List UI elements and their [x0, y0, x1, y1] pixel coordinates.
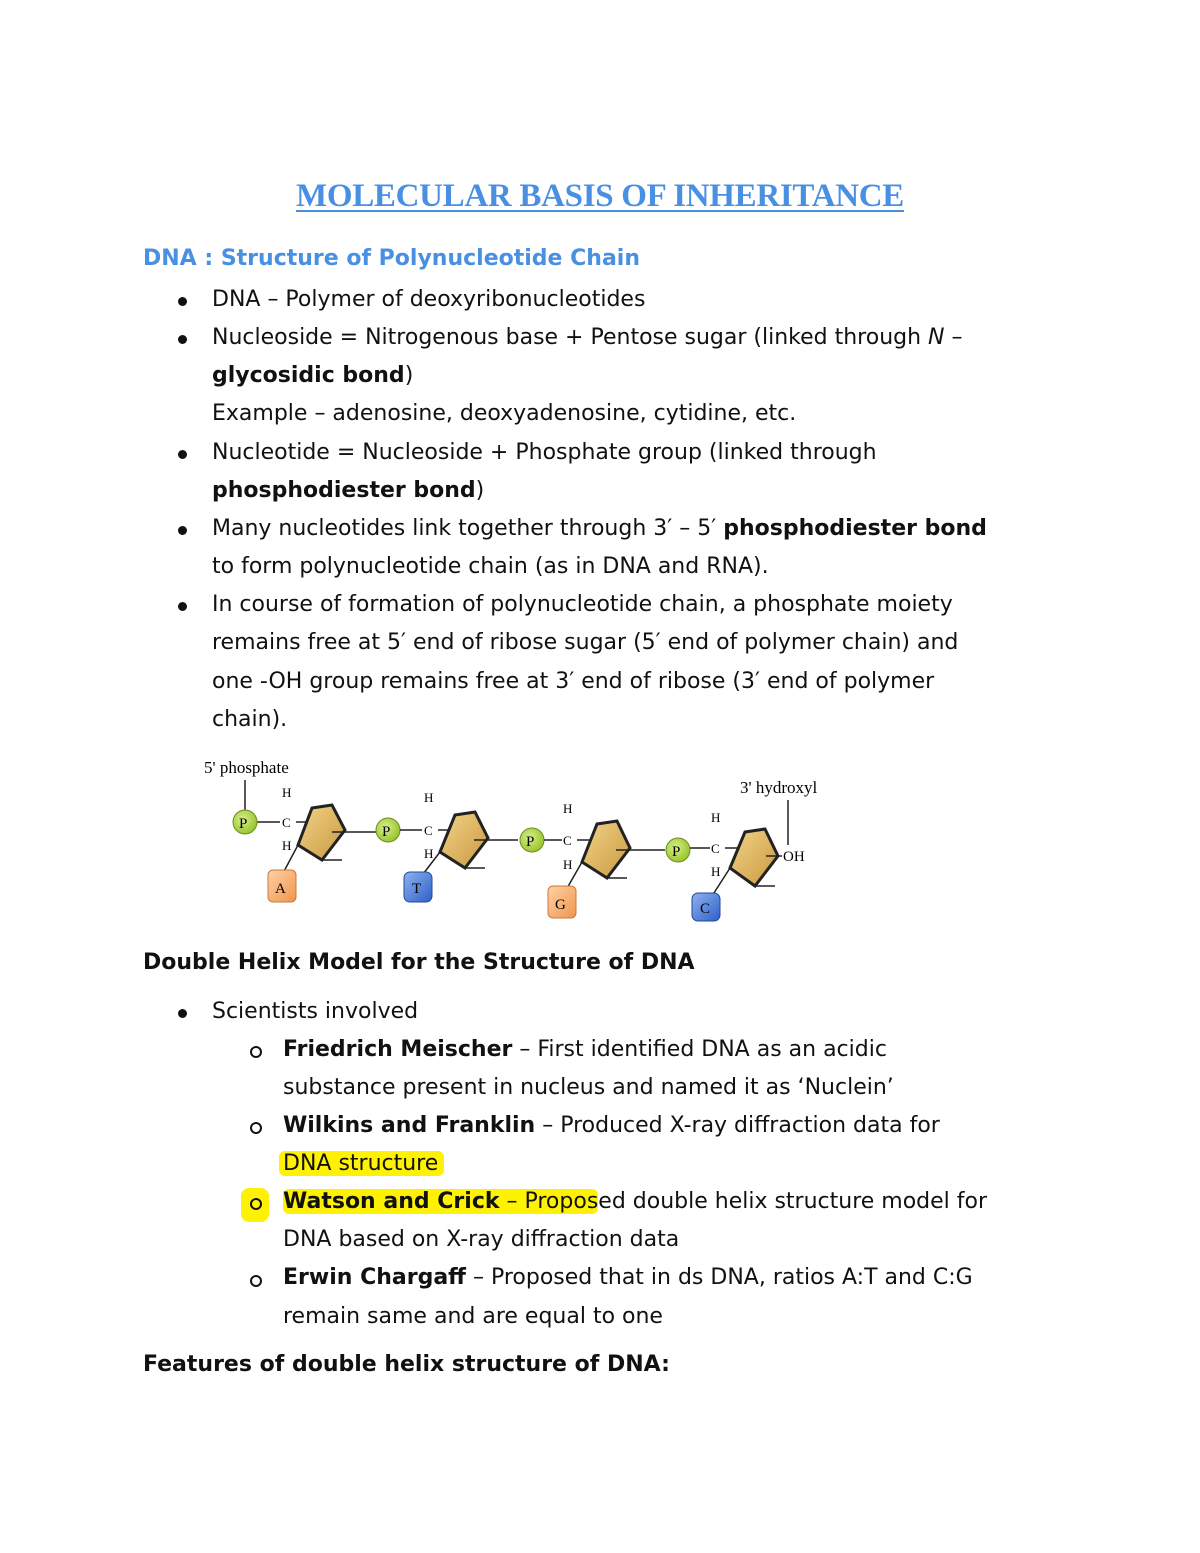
scientist-wilkins-franklin-cont	[283, 1150, 444, 1178]
hydrogen-label: H	[424, 846, 434, 861]
bullet-dna-polymer: DNA – Polymer of deoxyribonucleotides	[212, 287, 646, 312]
scientist-meischer: Friedrich Meischer – First identified DNA as an acidic	[283, 1037, 887, 1062]
scientist-watson-crick-cont: DNA based on X-ray diffraction data	[283, 1227, 680, 1252]
sub-bullet-ring	[250, 1198, 262, 1210]
hydrogen-label: H	[424, 790, 434, 805]
carbon-label: C	[424, 823, 433, 838]
bullet-dot	[178, 1009, 187, 1018]
scientist-meischer-cont: substance present in nucleus and named it as ‘Nuclein’	[283, 1075, 894, 1100]
bullet-nucleotide-cont: phosphodiester bond)	[212, 478, 485, 503]
base-label: C	[700, 901, 711, 917]
bullet-scientists: Scientists involved	[212, 999, 419, 1024]
scientist-watson-crick: Watson and Crick – Proposed double helix structure model for	[283, 1189, 988, 1214]
nucleotide-unit-1	[233, 785, 378, 902]
sub-bullet-ring	[250, 1046, 262, 1058]
bullet-formation-l4: chain).	[212, 707, 288, 732]
phosphate-label: P	[672, 844, 681, 860]
scientist-wilkins-franklin: Wilkins and Franklin – Produced X-ray diffraction data for	[283, 1113, 940, 1138]
section-heading-double-helix: Double Helix Model for the Structure of DNA	[143, 950, 695, 975]
sub-bullet-ring	[250, 1122, 262, 1134]
section-heading-features: Features of double helix structure of DNA:	[143, 1352, 670, 1377]
hydrogen-label: H	[563, 801, 573, 816]
bullet-nucleotide: Nucleotide = Nucleoside + Phosphate group (linked through	[212, 440, 877, 465]
sub-bullet-ring	[250, 1275, 262, 1287]
nucleotide-unit-4	[666, 810, 805, 921]
label-3-hydroxyl: 3' hydroxyl	[740, 778, 818, 797]
bullet-nucleoside-cont: glycosidic bond)	[212, 363, 414, 388]
carbon-label: C	[563, 833, 572, 848]
phosphate-label: P	[526, 834, 535, 850]
base-label: A	[275, 881, 286, 897]
phosphate-label: P	[239, 816, 248, 832]
scientist-chargaff: Erwin Chargaff – Proposed that in ds DNA, ratios A:T and C:G	[283, 1265, 973, 1290]
bullet-formation-l3: one -OH group remains free at 3′ end of ribose (3′ end of polymer	[212, 669, 935, 694]
bullet-formation-l2: remains free at 5′ end of ribose sugar (5′ end of polymer chain) and	[212, 630, 959, 655]
phosphate-label: P	[382, 824, 391, 840]
hydrogen-label: H	[282, 838, 292, 853]
base-label: G	[555, 897, 566, 913]
nucleoside-example: Example – adenosine, deoxyadenosine, cytidine, etc.	[212, 401, 797, 426]
sugar-pentagon	[730, 829, 778, 886]
bullet-linkage-cont: to form polynucleotide chain (as in DNA and RNA).	[212, 554, 769, 579]
carbon-label: C	[282, 815, 291, 830]
section-heading-polynucleotide: DNA : Structure of Polynucleotide Chain	[143, 246, 640, 271]
hydroxyl-label: OH	[783, 849, 805, 865]
carbon-label: C	[711, 841, 720, 856]
bullet-nucleoside: Nucleoside = Nitrogenous base + Pentose sugar (linked through N –	[212, 325, 963, 350]
bullet-linkage: Many nucleotides link together through 3′ – 5′ phosphodiester bond	[212, 516, 987, 541]
hydrogen-label: H	[282, 785, 292, 800]
highlight: Watson and Crick – Propos	[283, 1189, 599, 1214]
hydrogen-label: H	[563, 857, 573, 872]
nucleotide-unit-2	[376, 790, 518, 902]
label-5-phosphate: 5' phosphate	[204, 758, 289, 777]
highlight: DNA structure	[279, 1151, 444, 1176]
bullet-formation-l1: In course of formation of polynucleotide chain, a phosphate moiety	[212, 592, 953, 617]
hydrogen-label: H	[711, 810, 721, 825]
scientist-chargaff-cont: remain same and are equal to one	[283, 1304, 663, 1329]
page-title: MOLECULAR BASIS OF INHERITANCE	[295, 178, 904, 214]
hydrogen-label: H	[711, 864, 721, 879]
nucleotide-unit-3	[520, 801, 665, 918]
base-label: T	[412, 881, 422, 897]
